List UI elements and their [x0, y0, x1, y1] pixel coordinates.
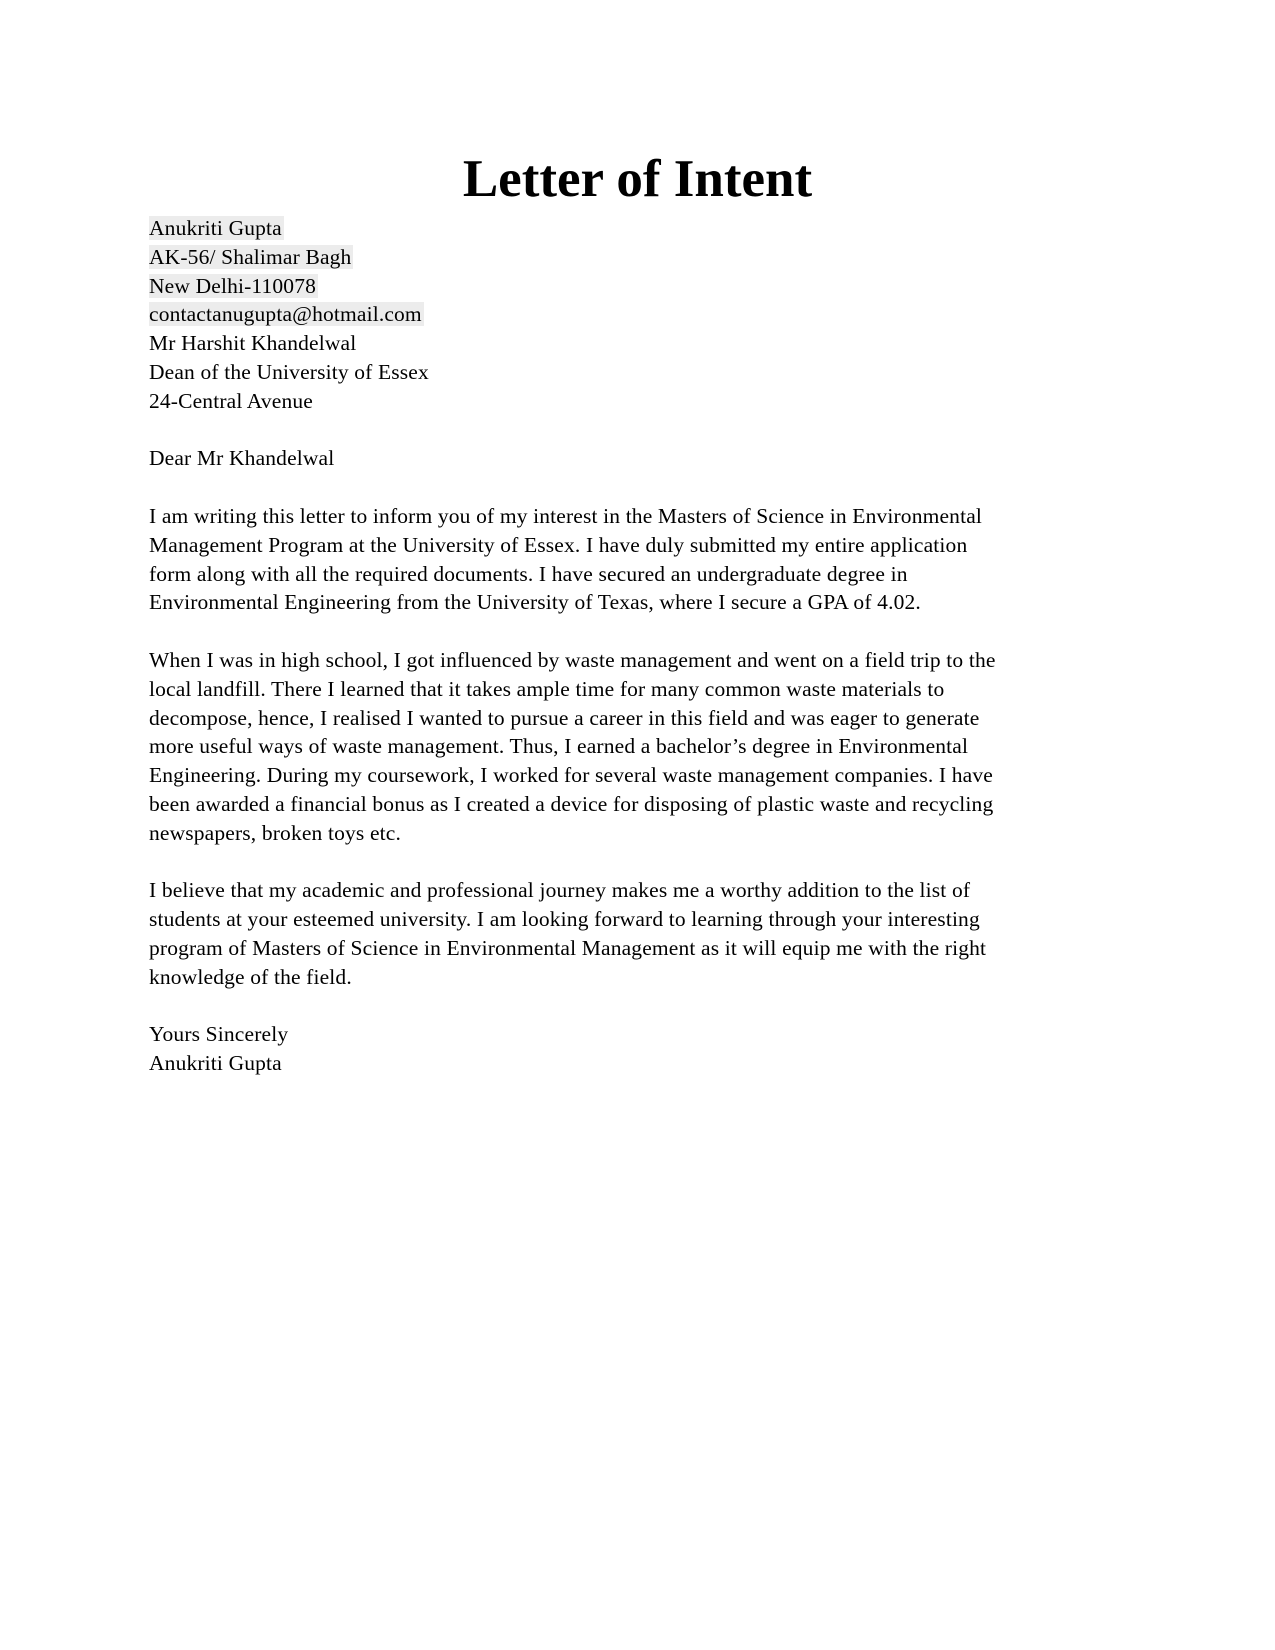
spacer [149, 992, 1129, 1021]
paragraph-line: When I was in high school, I got influenced by waste management and went on a field trip to the [149, 647, 996, 672]
spacer [149, 617, 1129, 646]
salutation: Dear Mr Khandelwal [149, 446, 335, 471]
sender-name: Anukriti Gupta [149, 216, 282, 240]
paragraph-line: been awarded a financial bonus as I created a device for disposing of plastic waste and recycling [149, 791, 994, 816]
recipient-title: Dean of the University of Essex [149, 359, 429, 384]
sender-block [149, 214, 1129, 329]
letter-body [149, 214, 1129, 1078]
recipient-address: 24-Central Avenue [149, 388, 313, 413]
paragraph-line: I am writing this letter to inform you of my interest in the Masters of Science in Environmental [149, 503, 983, 528]
paragraph-line: decompose, hence, I realised I wanted to pursue a career in this field and was eager to generate [149, 705, 980, 730]
closing: Yours Sincerely [149, 1022, 289, 1047]
recipient-block [149, 329, 1129, 415]
paragraph-line: knowledge of the field. [149, 964, 352, 989]
paragraph-line: Environmental Engineering from the University of Texas, where I secure a GPA of 4.02. [149, 590, 921, 615]
document-title: Letter of Intent [462, 150, 813, 208]
paragraph-line: Management Program at the University of Essex. I have duly submitted my entire application [149, 532, 968, 557]
sender-address-line1: AK-56/ Shalimar Bagh [149, 244, 352, 269]
sender-email: contactanugupta@hotmail.com [149, 302, 422, 327]
sender-address-line2: New Delhi-110078 [149, 273, 316, 298]
spacer [149, 416, 1129, 445]
paragraph-line: newspapers, broken toys etc. [149, 820, 401, 845]
paragraph-line: local landfill. There I learned that it takes ample time for many common waste materials to [149, 676, 945, 701]
paragraph-2 [149, 646, 1129, 848]
paragraph-1 [149, 502, 1129, 617]
spacer [149, 848, 1129, 877]
recipient-name: Mr Harshit Khandelwal [149, 331, 357, 356]
paragraph-line: form along with all the required documents. I have secured an undergraduate degree in [149, 561, 908, 586]
paragraph-3 [149, 876, 1129, 991]
paragraph-line: more useful ways of waste management. Thus, I earned a bachelor’s degree in Environmental [149, 734, 969, 759]
paragraph-line: program of Masters of Science in Environmental Management as it will equip me with the right [149, 935, 987, 960]
spacer [149, 473, 1129, 502]
paragraph-line: I believe that my academic and professional journey makes me a worthy addition to the list of [149, 878, 971, 903]
signature-name: Anukriti Gupta [149, 1051, 282, 1076]
paragraph-line: Engineering. During my coursework, I worked for several waste management companies. I have [149, 763, 993, 788]
paragraph-line: students at your esteemed university. I am looking forward to learning through your interesting [149, 907, 980, 932]
